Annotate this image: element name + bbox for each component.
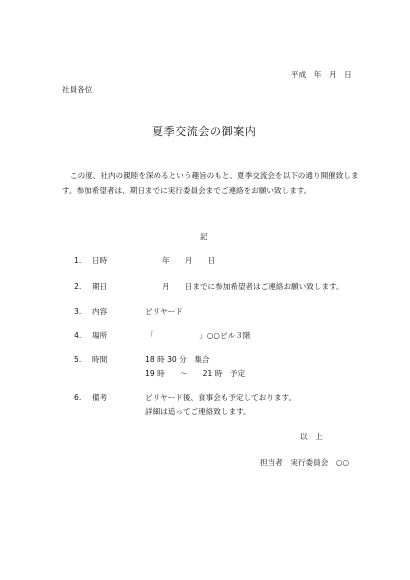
date-line: 平成 年 月 日 (291, 70, 352, 79)
item-number: 3. (74, 307, 82, 316)
item-number: 4. (74, 331, 82, 340)
item-value: ビリヤード後、食事会も予定しております。 (145, 393, 297, 402)
item-value: 19 時 ～ 21 時 予定 (145, 369, 246, 378)
item-label: 期日 (92, 282, 108, 291)
ki-heading: 記 (200, 232, 208, 241)
item-value: 月 日までに参加希望者はご連絡お願い致します。 (162, 282, 344, 291)
intro-line-1: この度、社内の親睦を深めるという趣旨のもと、夏季交流会を以下の通り開催致しま (70, 171, 359, 180)
recipient: 社員各位 (62, 85, 93, 94)
item-label: 日時 (92, 256, 108, 265)
contact: 担当者 実行委員会 ○○ (260, 458, 350, 467)
closing: 以 上 (300, 432, 323, 441)
item-number: 1. (74, 256, 82, 265)
page-title: 夏季交流会の御案内 (152, 125, 257, 138)
intro-line-2: す。参加希望者は、期日までに実行委員会までご連絡をお願い致します。 (62, 186, 312, 195)
item-value: ビリヤード (145, 307, 183, 316)
item-label: 場所 (92, 331, 108, 340)
item-value: 「 」○○ビル３階 (146, 331, 251, 340)
item-number: 5. (74, 355, 82, 364)
item-number: 6. (74, 393, 82, 402)
item-value: 18 時 30 分 集合 (145, 355, 210, 364)
item-label: 時間 (92, 355, 108, 364)
item-label: 備考 (92, 393, 108, 402)
item-value: 詳細は追ってご連絡致します。 (145, 407, 251, 416)
item-label: 内容 (92, 307, 108, 316)
item-number: 2. (74, 282, 82, 291)
item-value: 年 月 日 (162, 256, 216, 265)
